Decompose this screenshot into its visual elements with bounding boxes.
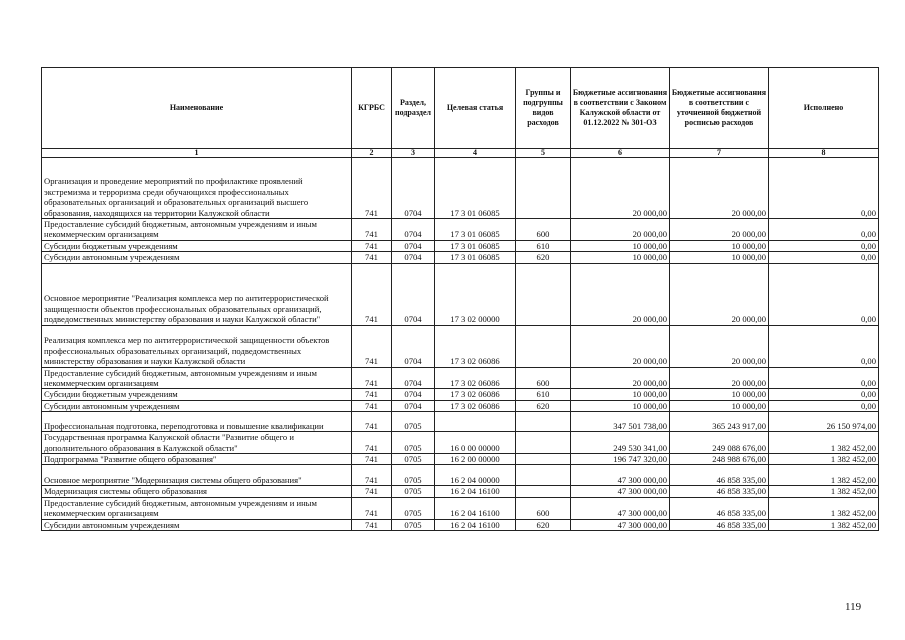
row-name: Основное мероприятие "Реализация комплекса мер по антитеррористической защищенности объектов профессиональных образовательных организаций, подведомственных министерству образования и науки Калужской области" [42, 263, 352, 325]
header-refined: Бюджетные ассигнования в соответствии с уточненной бюджетной росписью расходов [670, 68, 769, 149]
row-section: 0705 [392, 465, 435, 486]
row-refined-amount: 46 858 335,00 [670, 519, 769, 530]
table-row [42, 367, 879, 389]
row-group [516, 486, 571, 497]
row-name: Субсидии автономным учреждениям [42, 400, 352, 411]
row-name: Реализация комплекса мер по антитеррористической защищенности объектов профессиональных образовательных организаций, подведомственных министерству образования и науки Калужской области [42, 325, 352, 367]
column-number-row [42, 149, 879, 158]
row-refined-amount: 20 000,00 [670, 367, 769, 389]
row-kgrbs: 741 [352, 240, 392, 251]
row-section: 0705 [392, 412, 435, 432]
row-kgrbs: 741 [352, 389, 392, 400]
row-kgrbs: 741 [352, 158, 392, 219]
row-law-amount: 47 300 000,00 [571, 486, 670, 497]
row-executed-amount: 1 382 452,00 [769, 519, 879, 530]
row-target [435, 412, 516, 432]
header-target: Целевая статья [435, 68, 516, 149]
row-section: 0704 [392, 252, 435, 263]
row-target: 17 3 01 06085 [435, 219, 516, 241]
row-law-amount: 10 000,00 [571, 240, 670, 251]
row-law-amount: 20 000,00 [571, 219, 670, 241]
table-row [42, 412, 879, 432]
header-kgrbs: КГРБС [352, 68, 392, 149]
row-section: 0705 [392, 432, 435, 454]
row-group [516, 263, 571, 325]
row-refined-amount: 248 988 676,00 [670, 454, 769, 465]
row-name: Основное мероприятие "Модернизация системы общего образования" [42, 465, 352, 486]
row-law-amount: 249 530 341,00 [571, 432, 670, 454]
row-executed-amount: 0,00 [769, 252, 879, 263]
row-target: 16 2 00 00000 [435, 454, 516, 465]
row-executed-amount: 0,00 [769, 325, 879, 367]
row-target: 17 3 02 06086 [435, 367, 516, 389]
table-row [42, 263, 879, 325]
row-refined-amount: 10 000,00 [670, 389, 769, 400]
row-executed-amount: 0,00 [769, 367, 879, 389]
row-section: 0704 [392, 158, 435, 219]
row-name: Предоставление субсидий бюджетным, автономным учреждениям и иным некоммерческим организациям [42, 497, 352, 519]
row-section: 0704 [392, 325, 435, 367]
row-refined-amount: 10 000,00 [670, 252, 769, 263]
row-kgrbs: 741 [352, 432, 392, 454]
row-name: Предоставление субсидий бюджетным, автономным учреждениям и иным некоммерческим организациям [42, 219, 352, 241]
row-section: 0704 [392, 400, 435, 411]
row-refined-amount: 20 000,00 [670, 219, 769, 241]
row-refined-amount: 46 858 335,00 [670, 465, 769, 486]
row-law-amount: 20 000,00 [571, 367, 670, 389]
column-number: 8 [769, 149, 879, 158]
row-law-amount: 196 747 320,00 [571, 454, 670, 465]
row-executed-amount: 1 382 452,00 [769, 486, 879, 497]
row-refined-amount: 46 858 335,00 [670, 486, 769, 497]
row-name: Организация и проведение мероприятий по профилактике проявлений экстремизма и терроризма среди обучающихся профессиональных образовательных организаций и образовательных организаций высшего образования, находящихся на территории Калужской области [42, 158, 352, 219]
row-section: 0705 [392, 486, 435, 497]
row-refined-amount: 10 000,00 [670, 240, 769, 251]
row-target: 17 3 01 06085 [435, 158, 516, 219]
row-refined-amount: 20 000,00 [670, 325, 769, 367]
row-group [516, 454, 571, 465]
row-law-amount: 47 300 000,00 [571, 465, 670, 486]
row-target: 17 3 02 06086 [435, 400, 516, 411]
row-target: 17 3 01 06085 [435, 252, 516, 263]
row-refined-amount: 46 858 335,00 [670, 497, 769, 519]
row-kgrbs: 741 [352, 454, 392, 465]
row-kgrbs: 741 [352, 325, 392, 367]
row-group: 620 [516, 519, 571, 530]
row-name: Модернизация системы общего образования [42, 486, 352, 497]
row-kgrbs: 741 [352, 400, 392, 411]
row-name: Подпрограмма "Развитие общего образования" [42, 454, 352, 465]
header-groups: Группы и подгруппы видов расходов [516, 68, 571, 149]
row-target: 17 3 02 06086 [435, 389, 516, 400]
row-group [516, 158, 571, 219]
row-executed-amount: 1 382 452,00 [769, 465, 879, 486]
column-number: 6 [571, 149, 670, 158]
table-row [42, 240, 879, 251]
row-target: 16 2 04 16100 [435, 486, 516, 497]
row-name: Предоставление субсидий бюджетным, автономным учреждениям и иным некоммерческим организациям [42, 367, 352, 389]
row-law-amount: 47 300 000,00 [571, 497, 670, 519]
row-refined-amount: 10 000,00 [670, 400, 769, 411]
row-executed-amount: 1 382 452,00 [769, 454, 879, 465]
row-section: 0705 [392, 454, 435, 465]
column-number: 4 [435, 149, 516, 158]
row-refined-amount: 20 000,00 [670, 263, 769, 325]
table-row [42, 465, 879, 486]
row-name: Государственная программа Калужской области "Развитие общего и дополнительного образования в Калужской области" [42, 432, 352, 454]
row-refined-amount: 365 243 917,00 [670, 412, 769, 432]
row-law-amount: 20 000,00 [571, 263, 670, 325]
table-row [42, 454, 879, 465]
table-row [42, 219, 879, 241]
row-name: Субсидии бюджетным учреждениям [42, 240, 352, 251]
table-row [42, 389, 879, 400]
row-section: 0705 [392, 519, 435, 530]
page-number: 119 [845, 601, 862, 613]
row-executed-amount: 0,00 [769, 263, 879, 325]
column-number: 3 [392, 149, 435, 158]
row-group [516, 432, 571, 454]
row-section: 0704 [392, 367, 435, 389]
row-target: 17 3 02 06086 [435, 325, 516, 367]
table-row [42, 497, 879, 519]
table-row [42, 486, 879, 497]
row-executed-amount: 1 382 452,00 [769, 497, 879, 519]
row-target: 16 0 00 00000 [435, 432, 516, 454]
row-target: 17 3 02 00000 [435, 263, 516, 325]
table-row [42, 252, 879, 263]
table-row [42, 519, 879, 530]
row-section: 0704 [392, 389, 435, 400]
row-kgrbs: 741 [352, 252, 392, 263]
row-section: 0705 [392, 497, 435, 519]
row-name: Субсидии бюджетным учреждениям [42, 389, 352, 400]
row-section: 0704 [392, 219, 435, 241]
header-executed: Исполнено [769, 68, 879, 149]
header-name: Наименование [42, 68, 352, 149]
header-law: Бюджетные ассигнования в соответствии с Законом Калужской области от 01.12.2022 № 301-ОЗ [571, 68, 670, 149]
budget-table [41, 67, 879, 531]
row-kgrbs: 741 [352, 219, 392, 241]
row-kgrbs: 741 [352, 497, 392, 519]
header-row [42, 68, 879, 149]
row-kgrbs: 741 [352, 519, 392, 530]
column-number: 1 [42, 149, 352, 158]
row-group: 610 [516, 240, 571, 251]
row-section: 0704 [392, 263, 435, 325]
table-row [42, 400, 879, 411]
row-target: 17 3 01 06085 [435, 240, 516, 251]
row-name: Субсидии автономным учреждениям [42, 252, 352, 263]
row-group: 600 [516, 219, 571, 241]
row-law-amount: 10 000,00 [571, 252, 670, 263]
row-law-amount: 347 501 738,00 [571, 412, 670, 432]
table-row [42, 325, 879, 367]
row-executed-amount: 1 382 452,00 [769, 432, 879, 454]
table-row [42, 158, 879, 219]
row-law-amount: 20 000,00 [571, 158, 670, 219]
row-group [516, 325, 571, 367]
table-row [42, 432, 879, 454]
row-kgrbs: 741 [352, 465, 392, 486]
row-law-amount: 47 300 000,00 [571, 519, 670, 530]
row-executed-amount: 0,00 [769, 158, 879, 219]
row-target: 16 2 04 00000 [435, 465, 516, 486]
row-kgrbs: 741 [352, 486, 392, 497]
row-group: 600 [516, 497, 571, 519]
column-number: 7 [670, 149, 769, 158]
row-law-amount: 10 000,00 [571, 389, 670, 400]
row-group: 620 [516, 400, 571, 411]
row-group: 600 [516, 367, 571, 389]
column-number: 5 [516, 149, 571, 158]
row-kgrbs: 741 [352, 367, 392, 389]
row-kgrbs: 741 [352, 263, 392, 325]
row-name: Профессиональная подготовка, переподготовка и повышение квалификации [42, 412, 352, 432]
row-target: 16 2 04 16100 [435, 497, 516, 519]
row-executed-amount: 0,00 [769, 240, 879, 251]
row-executed-amount: 26 150 974,00 [769, 412, 879, 432]
row-target: 16 2 04 16100 [435, 519, 516, 530]
row-group [516, 412, 571, 432]
row-kgrbs: 741 [352, 412, 392, 432]
row-executed-amount: 0,00 [769, 400, 879, 411]
column-number: 2 [352, 149, 392, 158]
row-name: Субсидии автономным учреждениям [42, 519, 352, 530]
row-executed-amount: 0,00 [769, 389, 879, 400]
row-group: 620 [516, 252, 571, 263]
row-executed-amount: 0,00 [769, 219, 879, 241]
row-refined-amount: 249 088 676,00 [670, 432, 769, 454]
row-law-amount: 20 000,00 [571, 325, 670, 367]
row-law-amount: 10 000,00 [571, 400, 670, 411]
row-section: 0704 [392, 240, 435, 251]
header-section: Раздел, подраздел [392, 68, 435, 149]
row-group [516, 465, 571, 486]
row-group: 610 [516, 389, 571, 400]
row-refined-amount: 20 000,00 [670, 158, 769, 219]
